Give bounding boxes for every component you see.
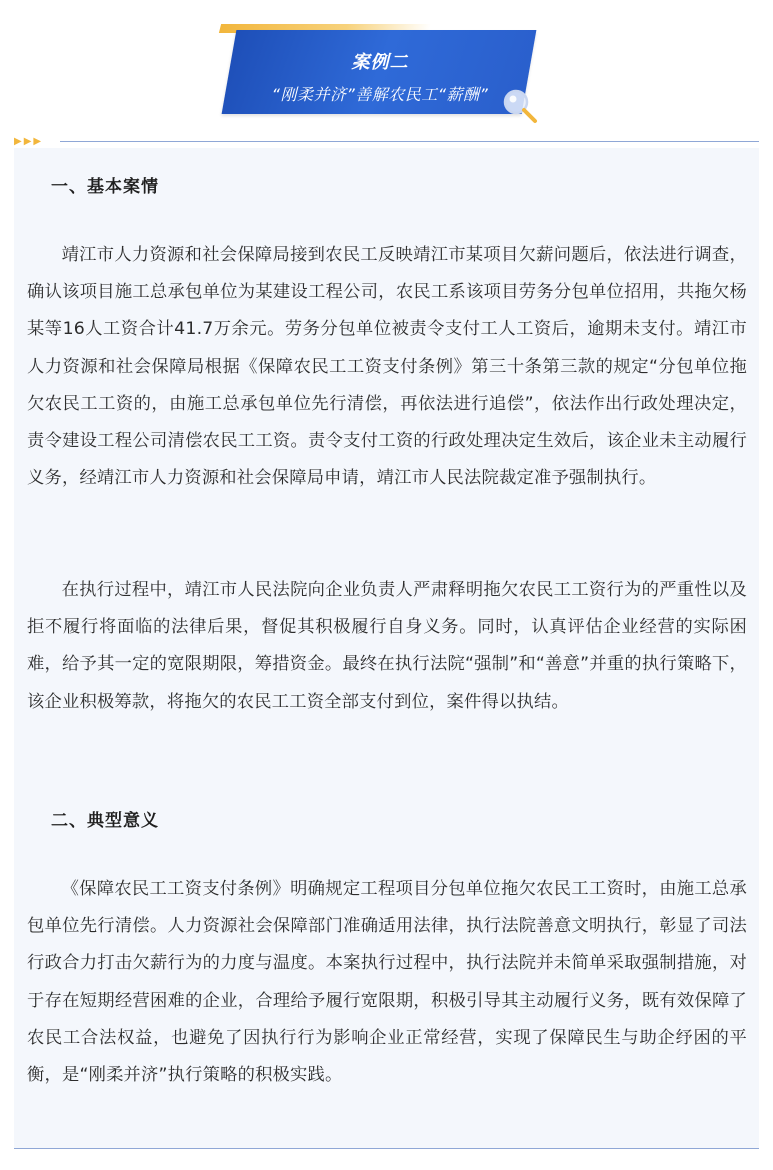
case-banner	[215, 24, 545, 124]
banner-text	[215, 32, 545, 105]
case-title: 案例二	[351, 52, 409, 73]
section-heading-basic-facts: 一、基本案情	[51, 177, 159, 197]
paragraph-facts-1: 靖江市人力资源和社会保障局接到农民工反映靖江市某项目欠薪问题后，依法进行调查，确认该项目施工总承包单位为某建设工程公司，农民工系该项目劳务分包单位招用，共拖欠杨某等16人工资合计41.7万余元。劳务分包单位被责令支付工人工资后，逾期未支付。靖江市人力资源和社会保障局根据《保障农民工工资支付条例》第三十条第三款的规定“分包单位拖欠农民工工资的，由施工总承包单位先行清偿，再依法进行追偿”，依法作出行政处理决定，责令建设工程公司清偿农民工工资。责令支付工资的行政处理决定生效后，该企业未主动履行义务，经靖江市人力资源和社会保障局申请，靖江市人民法院裁定准予强制执行。	[27, 245, 747, 489]
top-divider	[60, 141, 759, 142]
decor-dots: ▶▶▶	[14, 136, 44, 147]
bottom-divider	[14, 1148, 759, 1149]
paragraph-facts-2: 在执行过程中，靖江市人民法院向企业负责人严肃释明拖欠农民工工资行为的严重性以及拒不履行将面临的法律后果，督促其积极履行自身义务。同时，认真评估企业经营的实际困难，给予其一定的宽限期限，筹措资金。最终在执行法院“强制”和“善意”并重的执行策略下，该企业积极筹款，将拖欠的农民工工资全部支付到位，案件得以执结。	[27, 580, 747, 712]
section-heading-significance: 二、典型意义	[51, 811, 159, 831]
case-subtitle: “刚柔并济”善解农民工“薪酬”	[271, 85, 489, 104]
paragraph-significance-1: 《保障农民工工资支付条例》明确规定工程项目分包单位拖欠农民工工资时，由施工总承包单位先行清偿。人力资源社会保障部门准确适用法律，执行法院善意文明执行，彰显了司法行政合力打击欠薪行为的力度与温度。本案执行过程中，执行法院并未简单采取强制措施，对于存在短期经营困难的企业，合理给予履行宽限期，积极引导其主动履行义务，既有效保障了农民工合法权益，也避免了因执行行为影响企业正常经营，实现了保障民生与助企纾困的平衡，是“刚柔并济”执行策略的积极实践。	[27, 879, 747, 1086]
magnifier-icon	[500, 86, 540, 126]
